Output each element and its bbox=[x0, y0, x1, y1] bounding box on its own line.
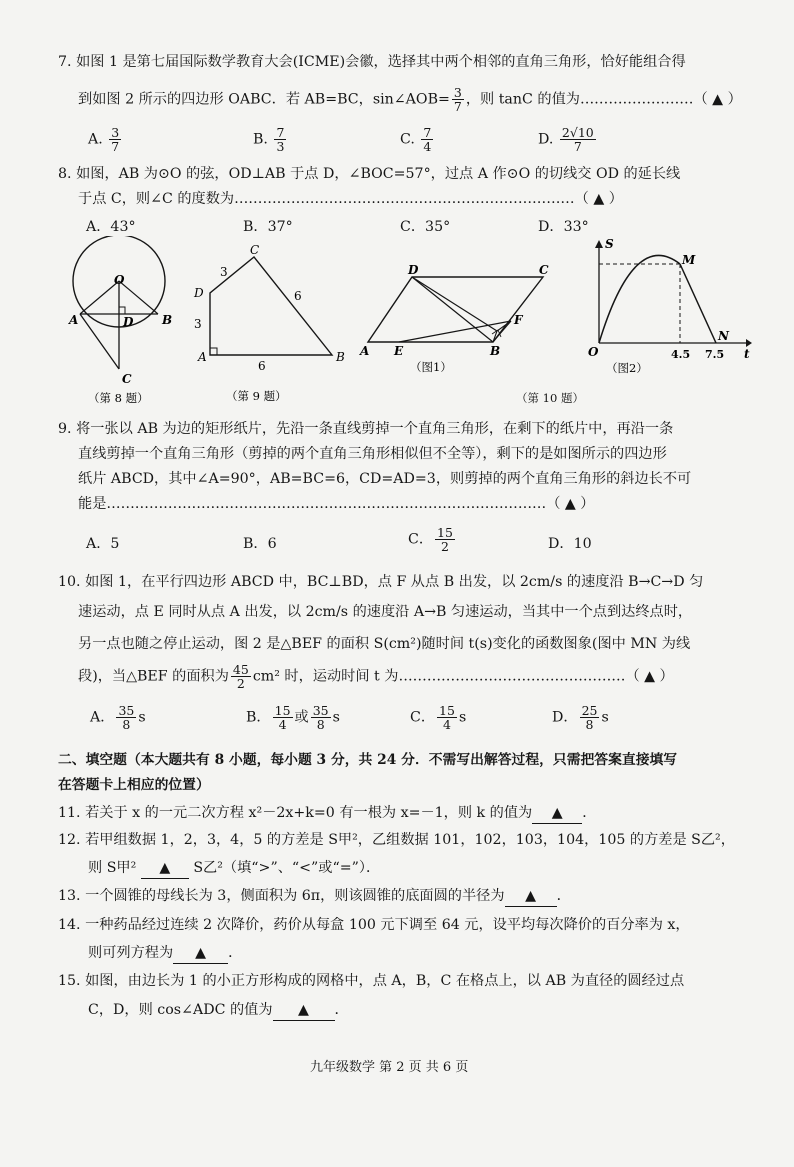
q11-answer-blank[interactable]: ▲ bbox=[532, 803, 582, 824]
q7-text-2b: ，则 tanC 的值为……………………（ ▲ ） bbox=[465, 91, 742, 108]
label-d: D bbox=[123, 315, 134, 329]
q13-answer-blank[interactable]: ▲ bbox=[505, 886, 557, 907]
q14-line1: 14. 一种药品经过连续 2 次降价，药价从每盒 100 元下调至 64 元，设平均每次降价的百分率为 x， bbox=[58, 917, 690, 933]
q9-option-b: B．6 bbox=[243, 536, 277, 552]
q15-answer-blank[interactable]: ▲ bbox=[273, 1000, 335, 1021]
svg-text:C: C bbox=[539, 263, 549, 277]
svg-text:t: t bbox=[744, 347, 750, 361]
q12-line1: 12. 若甲组数据 1，2，3，4，5 的方差是 S甲²，乙组数据 101，102，103，104，105 的方差是 S乙²， bbox=[58, 832, 735, 848]
section-2-heading-2: 在答题卡上相应的位置） bbox=[58, 777, 210, 793]
q8-option-a: A．43° bbox=[86, 219, 136, 235]
label-d: D bbox=[194, 286, 204, 300]
svg-text:F: F bbox=[514, 313, 523, 327]
q7-text-1: 如图 1 是第七届国际数学教育大会(ICME)会徽，选择其中两个相邻的直角三角形，恰好能组合得 bbox=[76, 54, 686, 70]
q8-line1 bbox=[58, 164, 680, 184]
q7-text-2a: 到如图 2 所示的四边形 OABC．若 AB=BC，sin∠AOB= bbox=[78, 91, 450, 108]
figure-q9 bbox=[186, 238, 356, 412]
length-ad: 3 bbox=[194, 317, 202, 331]
label-b: B bbox=[162, 313, 173, 327]
section-2-heading: 二、填空题（本大题共有 8 小题，每小题 3 分，共 24 分．不需写出解答过程，只需把答案直接填写 bbox=[58, 752, 678, 768]
svg-text:B: B bbox=[490, 344, 501, 358]
svg-text:A: A bbox=[360, 344, 370, 358]
svg-text:7.5: 7.5 bbox=[705, 348, 725, 361]
caption-fig1: （图1） bbox=[410, 360, 452, 374]
label-b: B bbox=[336, 350, 345, 364]
q8-option-d: D．33° bbox=[538, 219, 589, 235]
label-a: A bbox=[69, 313, 79, 327]
q10-option-c: C． $\frac{15}{4}$ s bbox=[410, 703, 467, 732]
svg-text:S: S bbox=[605, 237, 614, 251]
q7-option-a: A. $\frac{3}{7}$ bbox=[88, 125, 120, 154]
q7-option-b: B. $\frac{7}{3}$ bbox=[253, 125, 285, 154]
q7-sine-fraction: $\frac{3}{7}$ bbox=[453, 85, 462, 114]
length-cd: 3 bbox=[220, 265, 228, 279]
q13: 13. 一个圆锥的母线长为 3，侧面积为 6π，则该圆锥的底面圆的半径为 ▲ ． bbox=[58, 886, 571, 907]
q12-answer-blank[interactable]: ▲ bbox=[141, 858, 189, 879]
q10-line3: 另一点也随之停止运动，图 2 是△BEF 的面积 S(cm²)随时间 t(s)变化的函数图象(图中 MN 为线 bbox=[78, 636, 691, 652]
q7-line1 bbox=[58, 52, 686, 72]
q9-option-d: D．10 bbox=[548, 536, 592, 552]
svg-text:E: E bbox=[394, 344, 404, 358]
svg-text:4.5: 4.5 bbox=[671, 348, 691, 361]
q10-option-b: B． $\frac{15}{4}$ 或 $\frac{35}{8}$ s bbox=[246, 703, 340, 732]
quadrilateral-abcd bbox=[210, 257, 332, 355]
page-footer: 九年级数学 第 2 页 共 6 页 bbox=[310, 1060, 469, 1075]
q14-line2: 则可列方程为 ▲ ． bbox=[88, 943, 242, 964]
q10-line4: 段)，当△BEF 的面积为 $\frac{45}{2}$ cm² 时，运动时间 t 为…………………………………………（ ▲ ） bbox=[78, 662, 674, 691]
caption-q8: （第 8 题） bbox=[88, 391, 149, 405]
q8-line2: 于点 C，则∠C 的度数为………………………………………………………………（ ▲ ） bbox=[78, 191, 623, 207]
curve-s-t bbox=[599, 255, 680, 343]
q7-option-d: D. $\frac{2√10}{7}$ bbox=[538, 125, 594, 154]
parallelogram-abcd bbox=[368, 277, 543, 342]
label-c: C bbox=[122, 372, 132, 386]
length-ab: 6 bbox=[258, 359, 266, 373]
q10-number: 10. bbox=[58, 574, 81, 590]
label-c: C bbox=[250, 243, 260, 257]
q9-line4: 能是…………………………………………………………………………………（ ▲ ） bbox=[78, 496, 595, 512]
q9-option-c: C． $\frac{15}{2}$ bbox=[408, 525, 453, 554]
q9-number: 9. bbox=[58, 421, 72, 437]
q9-line1: 9. 将一张以 AB 为边的矩形纸片，先沿一条直线剪掉一个直角三角形，在剩下的纸片中，再沿一条 bbox=[58, 421, 674, 437]
q8-text-1: 如图，AB 为⊙O 的弦，OD⊥AB 于点 D，∠BOC=57°，过点 A 作⊙O 的切线交 OD 的延长线 bbox=[76, 166, 681, 182]
q9-line3: 纸片 ABCD，其中∠A=90°，AB=BC=6，CD=AD=3，则剪掉的两个直角三角形的斜边长不可 bbox=[78, 471, 692, 487]
q8-number: 8. bbox=[58, 166, 72, 182]
figure-q8 bbox=[62, 236, 182, 412]
q8-option-b: B．37° bbox=[243, 219, 293, 235]
caption-q9: （第 9 题） bbox=[226, 389, 287, 403]
q9-line2: 直线剪掉一个直角三角形（剪掉的两个直角三角形相似但不全等），剩下的是如图所示的四边形 bbox=[78, 446, 667, 462]
figure-q10-1 bbox=[356, 258, 562, 380]
svg-text:O: O bbox=[588, 345, 599, 359]
q10-option-a: A． $\frac{35}{8}$ s bbox=[90, 703, 146, 732]
q7-line2 bbox=[78, 86, 742, 113]
q7-number: 7. bbox=[58, 54, 72, 70]
q10-option-d: D． $\frac{25}{8}$ s bbox=[552, 703, 609, 732]
q15-line2: C，D，则 cos∠ADC 的值为 ▲ ． bbox=[88, 1000, 349, 1021]
figure-q10-2 bbox=[584, 236, 756, 380]
q9-option-a: A．5 bbox=[86, 536, 120, 552]
caption-fig2: （图2） bbox=[606, 361, 648, 375]
label-o: O bbox=[114, 273, 125, 287]
q10-line2: 速运动，点 E 同时从点 A 出发，以 2cm/s 的速度沿 A→B 匀速运动，当其中一个点到达终点时， bbox=[78, 604, 693, 620]
caption-q10: （第 10 题） bbox=[516, 391, 584, 405]
q7-option-c: C. $\frac{7}{4}$ bbox=[400, 125, 432, 154]
svg-text:M: M bbox=[682, 253, 696, 267]
svg-text:N: N bbox=[718, 329, 729, 343]
q8-option-c: C．35° bbox=[400, 219, 451, 235]
q12-line2: 则 S甲² ▲ S乙²（填“>”、“<”或“=”）． bbox=[88, 858, 380, 879]
q14-answer-blank[interactable]: ▲ bbox=[173, 943, 228, 964]
q11: 11. 若关于 x 的一元二次方程 x²－2x+k=0 有一根为 x=－1，则 k 的值为 ▲ ． bbox=[58, 803, 596, 824]
length-bc: 6 bbox=[294, 289, 302, 303]
q15-line1: 15. 如图，由边长为 1 的小正方形构成的网格中，点 A，B，C 在格点上，以 AB 为直径的圆经过点 bbox=[58, 973, 685, 989]
label-a: A bbox=[198, 350, 207, 364]
svg-text:D: D bbox=[408, 263, 419, 277]
q10-line1: 10. 如图 1，在平行四边形 ABCD 中，BC⊥BD，点 F 从点 B 出发，以 2cm/s 的速度沿 B→C→D 匀 bbox=[58, 574, 704, 590]
segment-mn bbox=[680, 264, 716, 343]
